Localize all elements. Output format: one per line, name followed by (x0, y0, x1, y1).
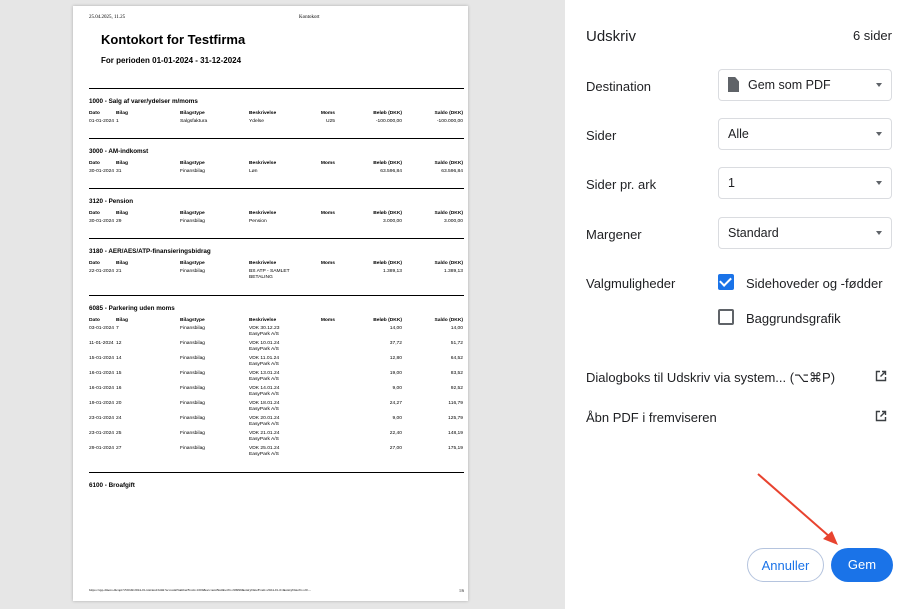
table-cell: Finansbilag (180, 269, 206, 274)
table-cell: VDK 11.01.24 EasyPark A/S (249, 356, 280, 367)
column-header-row (89, 261, 464, 269)
column-header: Dato (89, 211, 100, 216)
column-header: Bilagstype (180, 211, 205, 216)
table-cell: 24 (116, 416, 122, 421)
table-cell: 116,79 (448, 401, 463, 406)
account-title: 3180 - AER/AES/ATP-finansieringsbidrag (89, 248, 211, 255)
table-cell: 9,00 (392, 416, 402, 421)
table-cell: -100.000,00 (436, 119, 463, 124)
table-cell: 25 (116, 431, 122, 436)
pages-per-sheet-select[interactable] (718, 167, 892, 199)
dropdown-arrow-icon (876, 231, 882, 235)
table-cell: 125,79 (448, 416, 463, 421)
account-section (89, 147, 464, 177)
table-cell: Pension (249, 219, 267, 224)
table-cell: 9,00 (392, 386, 402, 391)
table-cell: -100.000,00 (375, 119, 402, 124)
table-cell: Finansbilag (180, 431, 206, 436)
pages-value: Alle (728, 127, 749, 141)
table-cell: VDK 14.01.24 EasyPark A/S (249, 386, 280, 397)
column-header: Beløb (DKK) (373, 161, 402, 166)
table-cell: 29-01-2024 (89, 446, 115, 451)
column-header: Dato (89, 111, 100, 116)
column-header: Beskrivelse (249, 261, 277, 266)
column-header: Saldo (DKK) (434, 261, 463, 266)
options-label: Valgmuligheder (586, 276, 676, 291)
column-header: Beløb (DKK) (373, 318, 402, 323)
table-cell: 01-01-2024 (89, 119, 115, 124)
table-cell: 11-01-2024 (89, 341, 114, 346)
table-cell: 83,52 (450, 371, 463, 376)
table-cell: 1.389,13 (443, 269, 463, 274)
column-header: Beskrivelse (249, 111, 277, 116)
account-title: 6100 - Broafgift (89, 482, 135, 489)
table-row (89, 119, 464, 127)
dropdown-arrow-icon (876, 132, 882, 136)
account-title: 6085 - Parkering uden moms (89, 305, 175, 312)
table-cell: 175,19 (448, 446, 463, 451)
account-title: 3120 - Pension (89, 198, 134, 205)
table-row (89, 416, 464, 431)
table-cell: 19,00 (389, 371, 402, 376)
table-row (89, 356, 464, 371)
external-link-icon[interactable] (875, 410, 887, 422)
column-header: Beskrivelse (249, 161, 277, 166)
column-header: Beskrivelse (249, 211, 277, 216)
table-cell: 21 (116, 269, 122, 274)
table-cell: 24,27 (389, 401, 402, 406)
column-header: Moms (320, 111, 335, 116)
account-section (89, 247, 464, 284)
table-cell: Løn (249, 169, 258, 174)
table-cell: VDK 21.01.24 EasyPark A/S (249, 431, 280, 442)
margins-value: Standard (728, 226, 779, 240)
column-header: Bilagstype (180, 318, 205, 323)
column-header: Moms (320, 161, 335, 166)
account-title: 1000 - Salg af varer/ydelser m/moms (89, 98, 198, 105)
dropdown-arrow-icon (876, 83, 882, 87)
table-cell: 16-01-2024 (89, 386, 115, 391)
system-dialog-link[interactable]: Dialogboks til Udskriv via system... (⌥⌘P) (586, 370, 836, 385)
table-cell: VDK 10.01.24 EasyPark A/S (249, 341, 280, 352)
section-divider (89, 138, 464, 139)
column-header: Bilag (116, 111, 128, 116)
table-cell: 19-01-2024 (89, 401, 115, 406)
page-header-date: 25.04.2025, 11.25 (89, 15, 126, 20)
page-header-title: Kontokort (299, 15, 320, 20)
table-cell: Finansbilag (180, 169, 206, 174)
column-header: Bilag (116, 318, 128, 323)
column-header: Moms (320, 318, 335, 323)
table-cell: 03-01-2024 (89, 326, 115, 331)
table-row (89, 401, 464, 416)
table-cell: 31 (116, 169, 122, 174)
page-footer-number: 1/6 (459, 588, 465, 593)
section-divider (89, 472, 464, 473)
section-divider (89, 238, 464, 239)
section-divider (89, 295, 464, 296)
table-cell: 3.000,00 (443, 219, 463, 224)
table-cell: Finansbilag (180, 371, 206, 376)
table-cell: VDK 13.01.24 EasyPark A/S (249, 371, 280, 382)
column-header: Bilagstype (180, 161, 205, 166)
page-count: 6 sider (852, 28, 892, 43)
column-header-row (89, 161, 464, 169)
table-cell: 14,00 (450, 326, 463, 331)
table-cell: 148,19 (448, 431, 463, 436)
dropdown-arrow-icon (876, 181, 882, 185)
table-cell: 63.596,84 (441, 169, 463, 174)
table-cell: 27,00 (389, 446, 402, 451)
file-icon (728, 77, 739, 92)
table-cell: Finansbilag (180, 326, 206, 331)
table-cell: 29 (116, 219, 122, 224)
table-row (89, 341, 464, 356)
table-cell: Finansbilag (180, 446, 206, 451)
column-header: Saldo (DKK) (434, 111, 463, 116)
table-cell: 23-01-2024 (89, 431, 115, 436)
headers-footers-label[interactable]: Sidehoveder og -fødder (746, 276, 883, 291)
table-cell: Finansbilag (180, 356, 206, 361)
table-cell: Finansbilag (180, 401, 206, 406)
pages-per-sheet-label: Sider pr. ark (586, 177, 657, 192)
document-title: Kontokort for Testfirma (101, 32, 246, 47)
save-button[interactable]: Gem (831, 548, 893, 582)
column-header-row (89, 318, 464, 326)
background-graphics-checkbox[interactable] (718, 309, 734, 325)
column-header: Saldo (DKK) (434, 211, 463, 216)
open-pdf-link[interactable]: Åbn PDF i fremviseren (586, 410, 717, 425)
table-cell: 63.596,84 (380, 169, 402, 174)
column-header: Beskrivelse (249, 318, 277, 323)
destination-label: Destination (586, 79, 652, 94)
column-header: Beløb (DKK) (373, 261, 402, 266)
external-link-icon[interactable] (875, 370, 887, 382)
pages-per-sheet-value: 1 (728, 176, 735, 190)
table-row (89, 446, 464, 461)
table-cell: 12,80 (389, 356, 402, 361)
table-cell: VDK 18.01.24 EasyPark A/S (249, 401, 280, 412)
column-header: Bilag (116, 261, 128, 266)
table-cell: 7 (116, 326, 119, 331)
print-dialog-title: Udskriv (586, 28, 637, 45)
table-cell: 22-01-2024 (89, 269, 115, 274)
column-header: Bilagstype (180, 111, 205, 116)
table-cell: 15-01-2024 (89, 356, 115, 361)
column-header: Bilag (116, 211, 128, 216)
table-cell: BS ATP - SAMLET BETALING (249, 269, 290, 280)
headers-footers-checkbox[interactable] (718, 274, 734, 290)
section-divider (89, 188, 464, 189)
document-period: For perioden 01-01-2024 - 31-12-2024 (101, 56, 242, 65)
table-cell: 30-01-2024 (89, 219, 115, 224)
table-cell: 20 (116, 401, 122, 406)
table-row (89, 371, 464, 386)
table-cell: Finansbilag (180, 219, 206, 224)
table-cell: 1 (116, 119, 119, 124)
column-header: Bilagstype (180, 261, 205, 266)
page-footer-url: https://app.dinero.dk/api/555049/2024-01/entries2/html?accountNumberFrom=1000&accountNumberTo=99999&entryDateFrom=2024-01-01&entryDateTo=20… (89, 588, 312, 592)
table-cell: U25 (326, 119, 335, 124)
table-cell: 15 (116, 371, 122, 376)
table-cell: Finansbilag (180, 341, 206, 346)
table-cell: 37,72 (389, 341, 402, 346)
column-header: Beløb (DKK) (373, 111, 402, 116)
table-cell: Ydelse (249, 119, 264, 124)
table-cell: Salgsfaktura (180, 119, 208, 124)
cancel-button[interactable]: Annuller (747, 548, 824, 582)
account-section (89, 481, 464, 495)
table-cell: 14,00 (389, 326, 402, 331)
table-cell: VDK 25.01.24 EasyPark A/S (249, 446, 280, 457)
column-header: Beløb (DKK) (373, 211, 402, 216)
destination-select[interactable] (718, 69, 892, 101)
column-header: Dato (89, 318, 100, 323)
column-header: Dato (89, 261, 100, 266)
table-cell: 27 (116, 446, 122, 451)
table-cell: Finansbilag (180, 416, 206, 421)
table-cell: 51,72 (450, 341, 463, 346)
table-cell: 14 (116, 356, 122, 361)
table-cell: 12 (116, 341, 122, 346)
account-section (89, 97, 464, 127)
column-header: Moms (320, 261, 335, 266)
column-header: Saldo (DKK) (434, 161, 463, 166)
column-header: Moms (320, 211, 335, 216)
print-settings-panel (565, 0, 920, 609)
account-title: 3000 - AM-indkomst (89, 148, 149, 155)
table-row (89, 326, 464, 341)
account-section (89, 197, 464, 227)
table-cell: 3.000,00 (382, 219, 402, 224)
preview-page (73, 6, 468, 601)
table-cell: Finansbilag (180, 386, 206, 391)
destination-value: Gem som PDF (748, 78, 831, 92)
table-row (89, 431, 464, 446)
column-header: Dato (89, 161, 100, 166)
table-cell: 92,52 (450, 386, 463, 391)
table-cell: 16 (116, 386, 122, 391)
column-header-row (89, 211, 464, 219)
pages-select[interactable] (718, 118, 892, 150)
column-header: Bilag (116, 161, 128, 166)
margins-select[interactable] (718, 217, 892, 249)
table-cell: VDK 30.12.23 EasyPark A/S (249, 326, 280, 337)
column-header-row (89, 111, 464, 119)
table-row (89, 219, 464, 227)
background-graphics-label[interactable]: Baggrundsgrafik (746, 311, 841, 326)
table-cell: 1.389,13 (382, 269, 402, 274)
margins-label: Margener (586, 227, 642, 242)
account-section (89, 304, 464, 461)
table-row (89, 269, 464, 284)
table-cell: VDK 20.01.24 EasyPark A/S (249, 416, 280, 427)
table-cell: 64,52 (450, 356, 463, 361)
table-cell: 16-01-2024 (89, 371, 115, 376)
table-cell: 22,40 (389, 431, 402, 436)
section-divider (89, 88, 464, 89)
table-row (89, 386, 464, 401)
table-row (89, 169, 464, 177)
checkmark-icon (719, 274, 732, 287)
table-cell: 23-01-2024 (89, 416, 115, 421)
column-header: Saldo (DKK) (434, 318, 463, 323)
pages-label: Sider (586, 128, 617, 143)
table-cell: 30-01-2024 (89, 169, 115, 174)
